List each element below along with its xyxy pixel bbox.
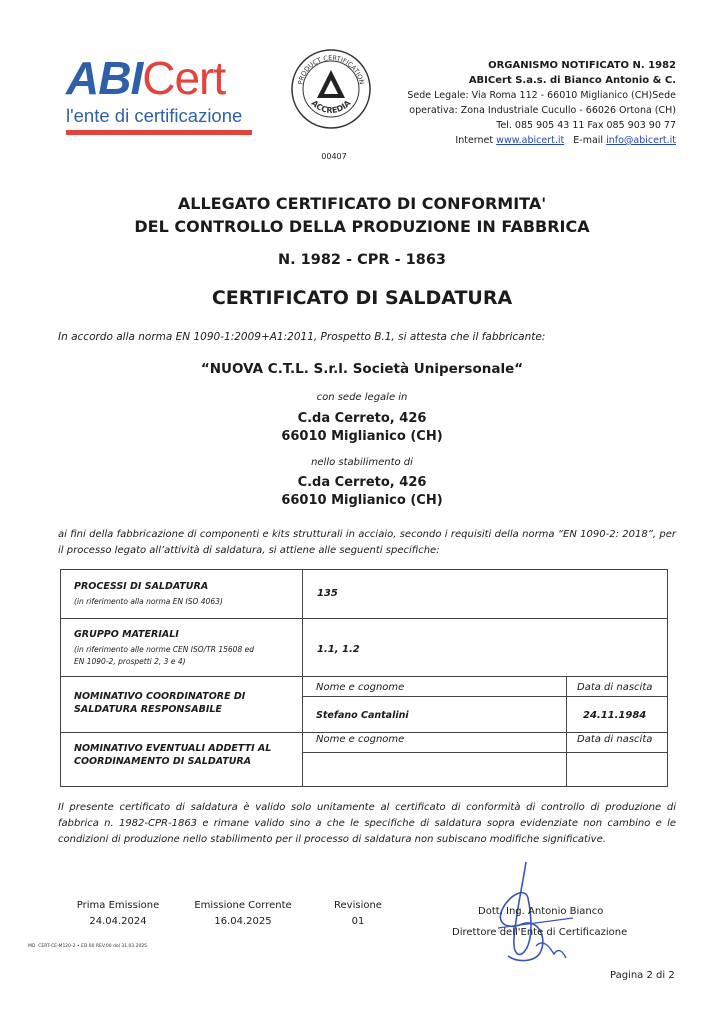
stabilimento-address (0, 474, 724, 510)
stabilimento-street: C.da Cerreto, 426 (297, 475, 427, 490)
page-number: Pagina 2 di 2 (610, 970, 675, 981)
organization-header (376, 58, 676, 148)
accredia-seal (290, 48, 372, 130)
gruppo-note-1: (in riferimento alle norme CEN ISO/TR 15608 ed (74, 645, 254, 654)
org-company-name: ABICert S.a.s. di Bianco Antonio & C. (468, 75, 676, 86)
welding-specs-table (60, 569, 668, 787)
emissione-corrente-date: 16.04.2025 (214, 916, 272, 927)
addetti-date-label: Data di nascita (577, 734, 653, 745)
stabilimento-city: 66010 Miglianico (CH) (281, 493, 443, 508)
table-subrow-divider (302, 752, 667, 753)
coord-date-value: 24.11.1984 (583, 710, 647, 721)
title-line-2: DEL CONTROLLO DELLA PRODUZIONE IN FABBRICA (134, 217, 590, 236)
coordinatore-header-line-2: SALDATURA RESPONSABILE (74, 704, 222, 715)
revisione-label: Revisione (334, 900, 382, 911)
gruppo-note-2: EN 1090-2, prospetti 2, 3 e 4) (74, 657, 186, 666)
table-row-divider (61, 676, 667, 677)
prima-emissione-label: Prima Emissione (76, 900, 160, 911)
gruppo-header: GRUPPO MATERIALI (74, 629, 179, 640)
sede-address (0, 410, 724, 446)
certificate-number: N. 1982 - CPR - 1863 (277, 252, 447, 268)
coord-date-label: Data di nascita (577, 682, 653, 693)
table-divider-date (566, 676, 567, 786)
org-notified-body: ORGANISMO NOTIFICATO N. 1982 (488, 60, 676, 71)
addetti-header (74, 742, 271, 768)
signer-role: Direttore dell'Ente di Certificazione (452, 927, 628, 938)
revisione-value: 01 (351, 916, 365, 927)
document-code: MD. CERT-CE-M120-2 • ED.00 REV.00 del 31.03.2025 (28, 944, 148, 949)
prima-emissione-date: 24.04.2024 (89, 916, 147, 927)
stabilimento-label: nello stabilimento di (311, 457, 413, 468)
sede-city: 66010 Miglianico (CH) (281, 429, 443, 444)
org-contacts (376, 133, 676, 148)
accredia-seal-icon (290, 48, 372, 130)
signer-name: Dott. Ing. Antonio Bianco (478, 906, 604, 917)
emissione-corrente-label: Emissione Corrente (194, 900, 292, 911)
intro-text: In accordo alla norma EN 1090-1:2009+A1:2011, Prospetto B.1, si attesta che il fabbricante: (58, 331, 546, 343)
addetti-header-line-1: NOMINATIVO EVENTUALI ADDETTI AL (74, 743, 272, 754)
email-label: E-mail (573, 135, 604, 146)
sede-label: con sede legale in (316, 392, 408, 403)
certificate-type: CERTIFICATO DI SALDATURA (211, 287, 513, 309)
abicert-logo (66, 52, 266, 135)
table-divider-main (302, 570, 303, 786)
title-line-1: ALLEGATO CERTIFICATO DI CONFORMITA' (177, 194, 547, 213)
coord-name-label: Nome e cognome (316, 682, 405, 693)
table-row-divider (61, 618, 667, 619)
revisione (318, 898, 398, 930)
org-registered-office: Sede Legale: Via Roma 112 - 66010 Miglianico (CH)Sede (407, 90, 676, 101)
accreditation-code: 00407 (321, 152, 347, 161)
seal-top-text: PRODUCT CERTIFICATION (296, 53, 366, 86)
addetti-header-line-2: COORDINAMENTO DI SALDATURA (74, 756, 252, 767)
processi-header: PROCESSI DI SALDATURA (74, 581, 209, 592)
coord-name-value: Stefano Cantalini (316, 710, 409, 721)
table-row-divider (61, 732, 667, 733)
coordinatore-header (74, 690, 245, 716)
org-phone-fax: Tel. 085 905 43 11 Fax 085 903 90 77 (496, 120, 676, 131)
purpose-paragraph: ai fini della fabbricazione di componenti e kits strutturali in acciaio, secondo i requisiti della norma “EN 1090-2: 2018”, per il processo legato all’attività di saldatura, si attiene alle seguenti specifiche: (58, 529, 676, 556)
gruppo-value: 1.1, 1.2 (317, 644, 360, 655)
org-operational-office: operativa: Zona Industriale Cucullo - 66026 Ortona (CH) (409, 105, 676, 116)
processi-note: (in riferimento alla norma EN ISO 4063) (74, 597, 223, 606)
processi-value: 135 (317, 588, 338, 599)
document-title (0, 192, 724, 238)
coordinatore-header-line-1: NOMINATIVO COORDINATORE DI (74, 691, 246, 702)
addetti-name-label: Nome e cognome (316, 734, 405, 745)
logo-underline (66, 130, 252, 135)
email-link[interactable]: info@abicert.it (606, 135, 676, 146)
website-link[interactable]: www.abicert.it (496, 135, 565, 146)
manufacturer-name: “NUOVA C.T.L. S.r.l. Società Unipersonale“ (200, 361, 524, 377)
internet-label: Internet (455, 135, 494, 146)
emissione-corrente (188, 898, 298, 930)
logo-wordmark: ABICert (66, 52, 226, 104)
table-subrow-divider (302, 696, 667, 697)
validity-paragraph: Il presente certificato di saldatura è valido solo unitamente al certificato di conformità di controllo di produzione di fabbrica n. 1982-CPR-1863 e rimane valido sino a che le specifiche di saldatura sopra evidenziate non cambino e le condizioni di produzione nello stabilimento per il processo di saldatura non subiscano modifiche significative. (58, 802, 676, 845)
sede-street: C.da Cerreto, 426 (297, 411, 427, 426)
prima-emissione (68, 898, 168, 930)
seal-bottom-text: ACCREDIA (309, 98, 353, 115)
logo-tagline: l'ente di certificazione (66, 105, 243, 126)
